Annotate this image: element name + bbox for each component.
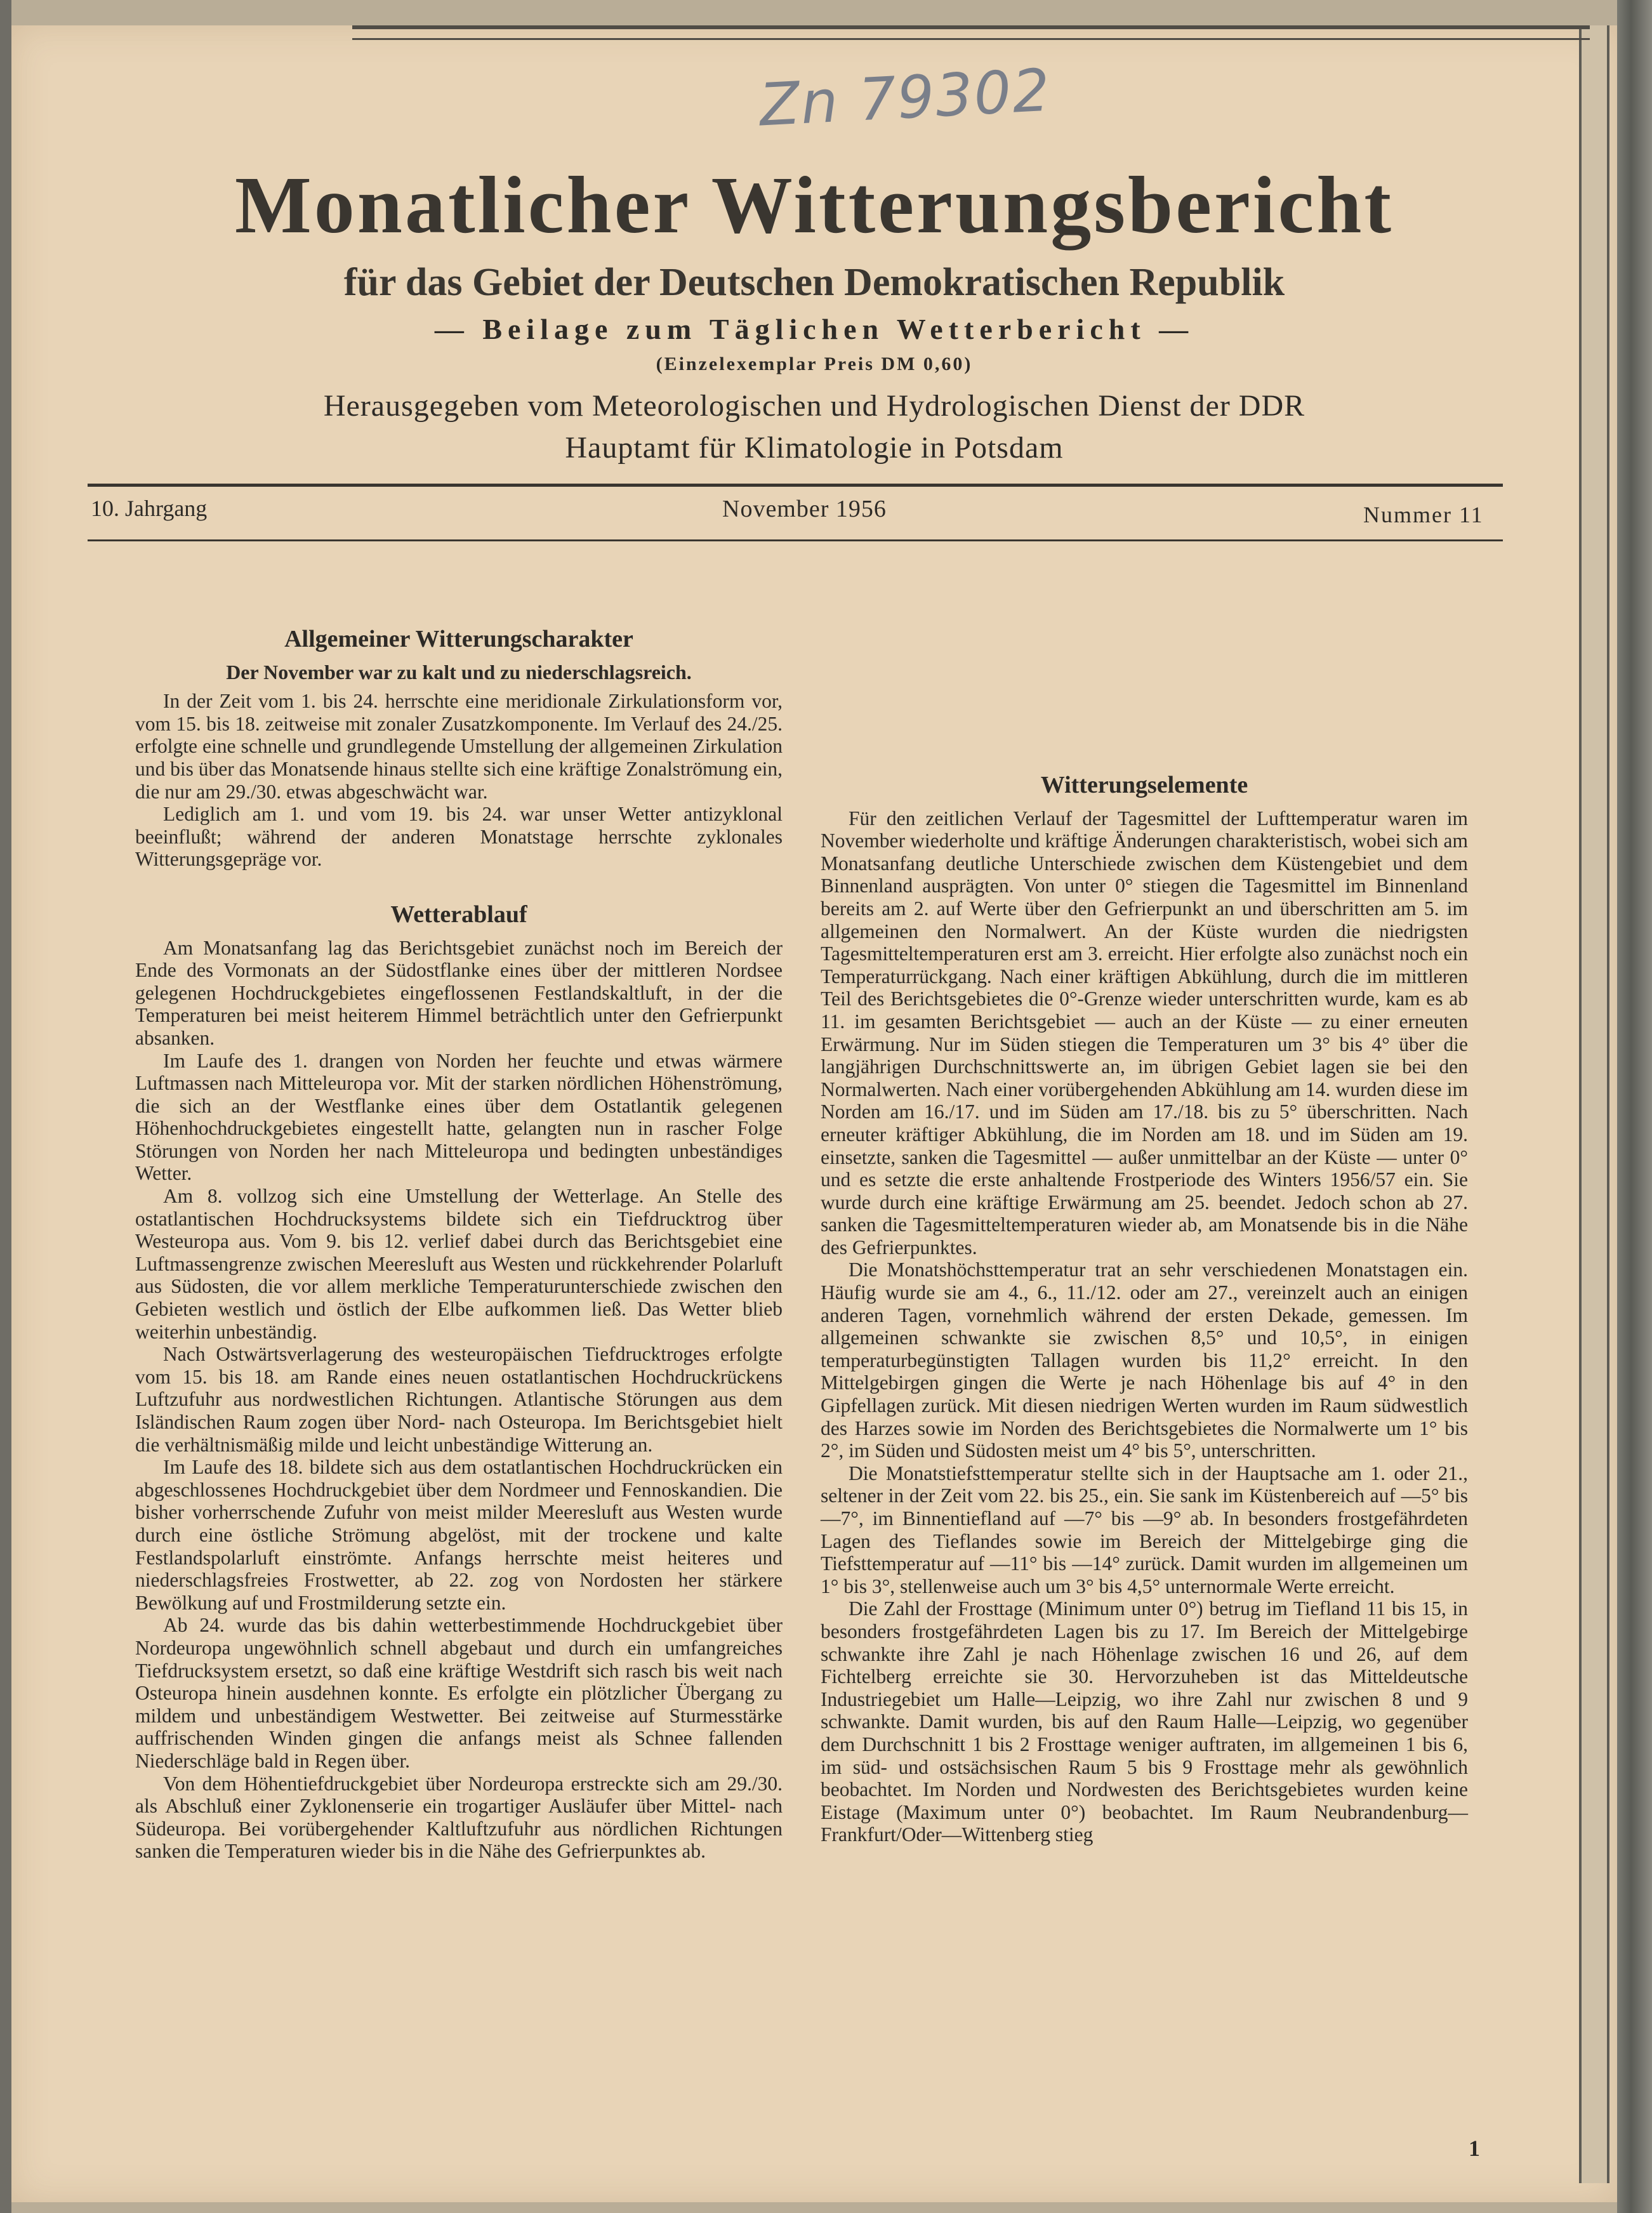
section-heading-charakter: Allgemeiner Witterungscharakter (284, 626, 633, 652)
page-sheet (11, 25, 1617, 2202)
book-binding (1617, 0, 1652, 2213)
paragraph: Die Zahl der Frosttage (Minimum unter 0°) betrug im Tiefland 11 bis 15, in besonders frostgefährdeten Lagen bis zu 17. Im Bereich der Mittelgebirge schwankte ihre Zahl je nach Höhenlage zwischen 16 und 26, auf dem Fichtelberg erreichte sie 30. Hervorzuheben ist das Mitteldeutsche Industriegebiet um Halle—Leipzig, wo ihre Zahl nur zwischen 8 und 9 schwankte. Damit wurden, bis auf den Raum Halle—Leipzig, wo gegenüber dem Durchschnitt 1 bis 2 Frosttage weniger auftraten, im allgemeinen 1 bis 6, im süd- und ostsächsischen Raum 5 bis 9 Frosttage mehr als gewöhnlich beobachtet. Im Norden und Nordwesten des Berichtsgebietes wurden keine Eistage (Maximum unter 0°) beobachtet. Im Raum Neubrandenburg—Frankfurt/Oder—Wittenberg stieg (821, 1597, 1468, 1846)
paragraph: Im Laufe des 18. bildete sich aus dem ostatlantischen Hochdruckrücken ein abgeschlossenes Hochdruckgebiet über dem Nordmeer und Fennoskandien. Die bisher vorherrschende Zufuhr von meist milder Meeresluft aus Westen wurde durch eine östliche Strömung abgelöst, mit der trockene und kalte Festlandspolarluft einströmte. Anfangs herrschte meist heiteres und niederschlagsfreies Frostwetter, ab 22. zog von Nordosten her stärkere Bewölkung auf und Frostmilderung setzte ein. (135, 1456, 783, 1614)
column-left (135, 628, 783, 1863)
office-line: Hauptamt für Klimatologie in Potsdam (565, 431, 1064, 465)
paragraph: Die Monatshöchsttemperatur trat an sehr verschiedenen Monatstagen ein. Häufig wurde sie am 4., 6., 11./12. oder am 27., vereinzelt auch an einigen anderen Tagen, vornehmlich während der ersten Dekade, gemessen. Im allgemeinen schwankte sie zwischen 8,5° und 10,5°, in einigen temperaturbegünstigten Tallagen wurden bis 11,2° erreicht. In den Mittelgebirgen gingen die Werte je nach Höhenlage bis auf 4° in den Gipfellagen zurück. Mit diesen niedrigen Werten wurden im Raum südwestlich des Harzes sowie im Norden des Berichtsgebietes die Normalwerte um 1° bis 2°, im Süden und Südosten meist um 4° bis 5°, unterschritten. (821, 1258, 1468, 1462)
paragraph: Nach Ostwärtsverlagerung des westeuropäischen Tiefdrucktroges erfolgte vom 15. bis 18. am Rande eines neuen ostatlantischen Hochdruckrückens Luftzufuhr aus nordwestlichen Richtungen. Atlantische Störungen aus dem Isländischen Raum zogen über Nord- nach Osteuropa. Im Berichtsgebiet hielt die verhältnismäßig milde und leicht unbeständige Witterung an. (135, 1343, 783, 1456)
column-right (821, 647, 1468, 1846)
paragraph: Lediglich am 1. und vom 19. bis 24. war unser Wetter antizyklonal beeinflußt; während der anderen Monatstage herrschte zyklonales Witterungsgepräge vor. (135, 803, 783, 871)
binding-strip (1579, 25, 1609, 2183)
paragraph: Die Monatstiefsttemperatur stellte sich in der Hauptsache am 1. oder 21., seltener in der Zeit vom 22. bis 25., ein. Sie sank im Küstenbereich auf —5° bis —7°, im Binnentiefland auf —7° bis —9° ab. In besonders frostgefährdeten Lagen des Tieflandes sowie im Bereich der Mittelgebirge ging die Tiefsttemperatur auf —11° bis —14° zurück. Damit wurden im allgemeinen um 1° bis 3°, stellenweise auch um 3° bis 4,5° unternormale Werte erreicht. (821, 1462, 1468, 1597)
binding-top-rule (352, 25, 1590, 40)
issue-number: Nummer 11 (1363, 502, 1484, 527)
page-title: Monatlicher Witterungsbericht (234, 160, 1394, 250)
paragraph: Am 8. vollzog sich eine Umstellung der Wetterlage. An Stelle des ostatlantischen Hochdrucksystems bildete sich ein Tiefdrucktrog über Westeuropa aus. Vom 9. bis 12. verlief dabei durch das Berichtsgebiet eine Luftmassengrenze zwischen Meeresluft aus Westen und rückkehrender Polarluft aus Südosten, die vor allem merkliche Temperaturunterschiede zwischen den Gebieten westlich und östlich der Elbe aufkommen ließ. Das Wetter blieb weiterhin unbeständig. (135, 1185, 783, 1343)
header-rule-top (88, 484, 1503, 487)
section-heading-ablauf: Wetterablauf (390, 901, 527, 928)
paragraph: Für den zeitlichen Verlauf der Tagesmittel der Lufttemperatur waren im November wiederholte und kräftige Änderungen charakteristisch, wobei sich am Monatsanfang deutliche Unterschiede zwischen dem Küstengebiet und dem Binnenland ausprägten. Von unter 0° stiegen die Tagesmittel im Binnenland bereits am 2. auf Werte über den Gefrierpunkt an und überschritten am 5. im allgemeinen den Normalwert. An der Küste wurden die niedrigsten Tagesmitteltemperaturen erst am 3. erreicht. Hier erfolgte also zunächst noch ein Temperaturrückgang. Nach einer kräftigen Abkühlung, durch die im mittleren Teil des Berichtsgebietes die 0°-Grenze wieder unterschritten wurde, kam es ab 11. im gesamten Berichtsgebiet — auch an der Küste — zu einer erneuten Erwärmung. Nur im Süden stiegen die Temperaturen um 3° bis 4° über die langjährigen Durchschnittswerte an, im übrigen Gebiet lagen sie bei den Normalwerten. Nach einer vorübergehenden Abkühlung am 14. wurden diese im Norden am 16./17. und im Süden am 17./18. bis zu 5° überschritten. Nach erneuter kräftiger Abkühlung, die im Norden am 18. und im Süden am 19. einsetzte, sanken die Tagesmittel — außer unmittelbar an der Küste — unter 0° und es setzte die erste anhaltende Frostperiode des Winters 1956/57 ein. Sie wurde durch eine kräftige Erwärmung am 25. beendet. Jedoch schon ab 27. sanken die Tagesmitteltemperaturen wieder ab, am Monatsende bis in die Nähe des Gefrierpunktes. (821, 807, 1468, 1258)
supplement-line: — Beilage zum Täglichen Wetterbericht — (434, 313, 1194, 345)
page-number: 1 (1469, 2136, 1480, 2161)
issue-month: November 1956 (722, 496, 887, 522)
paragraph: Ab 24. wurde das bis dahin wetterbestimmende Hochdruckgebiet über Nordeuropa ungewöhnlich schnell abgebaut und durch ein umfangreiches Tiefdrucksystem ersetzt, so daß eine kräftige Westdrift sich rasch bis weit nach Osteuropa hinein ausdehnen konnte. Es erfolgte ein plötzlicher Übergang zu mildem und unbeständigem Westwetter. Bei zeitweise auf Sturmesstärke auffrischenden Winden gingen die anfangs meist als Schnee fallenden Niederschläge bald in Regen über. (135, 1614, 783, 1772)
paragraph: Am Monatsanfang lag das Berichtsgebiet zunächst noch im Bereich der Ende des Vormonats an der Südostflanke eines über der mittleren Nordsee gelegenen Hochdruckgebietes eingeflossenen Festlandskaltluft, in der die Temperaturen bei meist heiterem Himmel beträchtlich unter den Gefrierpunkt absanken. (135, 936, 783, 1049)
paragraph: In der Zeit vom 1. bis 24. herrschte eine meridionale Zirkulationsform vor, vom 15. bis 18. zeitweise mit zonaler Zusatzkomponente. Im Verlauf des 24./25. erfolgte eine schnelle und grundlegende Umstellung der allgemeinen Zirkulation und bis über das Monatsende hinaus stellte sich eine kräftige Zonalströmung ein, die nur am 29./30. etwas abgeschwächt war. (135, 690, 783, 803)
page-subtitle: für das Gebiet der Deutschen Demokratischen Republik (343, 261, 1285, 304)
inventory-note: Zn 79302 (758, 56, 1053, 140)
price-note: (Einzelexemplar Preis DM 0,60) (656, 353, 973, 374)
binding-left-edge (0, 0, 11, 2213)
publisher-line: Herausgegeben vom Meteorologischen und Hydrologischen Dienst der DDR (323, 389, 1305, 423)
header-rule-bottom (88, 539, 1503, 541)
summary-sentence: Der November war zu kalt und zu niederschlagsreich. (226, 660, 692, 684)
paragraph: Im Laufe des 1. drangen von Norden her feuchte und etwas wärmere Luftmassen nach Mitteleuropa vor. Mit der starken nördlichen Höhenströmung, die sich an der Westflanke eines über dem Ostatlantik gelegenen Höhenhochdruckgebietes eingestellt hatte, gelangten nun in rascher Folge Störungen von Norden her nach Mitteleuropa und bedingten unbeständiges Wetter. (135, 1049, 783, 1185)
section-heading-elemente: Witterungselemente (1040, 772, 1248, 798)
volume-label: 10. Jahrgang (91, 496, 208, 521)
paragraph: Von dem Höhentiefdruckgebiet über Nordeuropa erstreckte sich am 29./30. als Abschluß einer Zyklonenserie ein trogartiger Ausläufer über Mittel- nach Südeuropa. Bei vorübergehender Kaltluftzufuhr aus nördlichen Richtungen sanken die Temperaturen wieder bis in die Nähe des Gefrierpunktes ab. (135, 1772, 783, 1863)
